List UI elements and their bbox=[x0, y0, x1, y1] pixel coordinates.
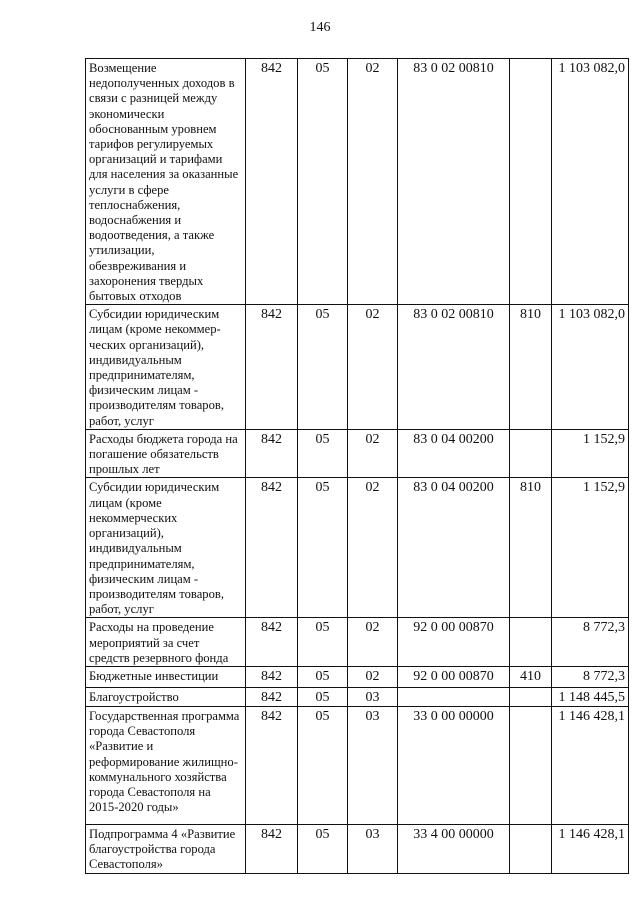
table-row bbox=[86, 824, 629, 873]
item-name: Возмещение недополученных доходов в связи с разницей между экономически обоснованным уровнем тарифов регулируемых организаций и тарифами для населения за оказанные услуги в сфере теплоснабжения, водоснабжения и водоотведения, а также утилизации, обезвреживания и захоронения твердых бытовых отходов bbox=[86, 59, 246, 305]
ved-code: 842 bbox=[246, 706, 298, 824]
section-code: 05 bbox=[298, 618, 348, 667]
ved-code: 842 bbox=[246, 59, 298, 305]
ved-code: 842 bbox=[246, 305, 298, 430]
section-code: 05 bbox=[298, 687, 348, 706]
amount: 1 146 428,1 bbox=[552, 824, 629, 873]
expense-type-code bbox=[510, 429, 552, 478]
target-article-code: 83 0 04 00200 bbox=[398, 478, 510, 618]
expense-type-code bbox=[510, 59, 552, 305]
expense-type-code: 810 bbox=[510, 305, 552, 430]
item-name: Субсидии юридическим лицам (кроме некоммерческих организаций), индивидуальным предпринимателям, физическим лицам - производителям товаров, работ, услуг bbox=[86, 478, 246, 618]
expense-type-code bbox=[510, 618, 552, 667]
ved-code: 842 bbox=[246, 666, 298, 687]
subsection-code: 02 bbox=[348, 666, 398, 687]
subsection-code: 02 bbox=[348, 59, 398, 305]
target-article-code bbox=[398, 687, 510, 706]
amount: 8 772,3 bbox=[552, 618, 629, 667]
ved-code: 842 bbox=[246, 687, 298, 706]
subsection-code: 02 bbox=[348, 618, 398, 667]
subsection-code: 03 bbox=[348, 824, 398, 873]
subsection-code: 03 bbox=[348, 706, 398, 824]
expense-type-code bbox=[510, 687, 552, 706]
subsection-code: 02 bbox=[348, 429, 398, 478]
item-name: Бюджетные инвестиции bbox=[86, 666, 246, 687]
section-code: 05 bbox=[298, 706, 348, 824]
section-code: 05 bbox=[298, 59, 348, 305]
table-row bbox=[86, 59, 629, 305]
amount: 1 103 082,0 bbox=[552, 305, 629, 430]
ved-code: 842 bbox=[246, 618, 298, 667]
table-row bbox=[86, 305, 629, 430]
table-row bbox=[86, 706, 629, 824]
amount: 1 148 445,5 bbox=[552, 687, 629, 706]
expense-type-code bbox=[510, 824, 552, 873]
amount: 8 772,3 bbox=[552, 666, 629, 687]
target-article-code: 33 0 00 00000 bbox=[398, 706, 510, 824]
target-article-code: 83 0 02 00810 bbox=[398, 59, 510, 305]
item-name: Расходы бюджета города на погашение обязательств прошлых лет bbox=[86, 429, 246, 478]
section-code: 05 bbox=[298, 666, 348, 687]
item-name: Расходы на проведение мероприятий за счет средств резервного фонда bbox=[86, 618, 246, 667]
expense-type-code bbox=[510, 706, 552, 824]
target-article-code: 92 0 00 00870 bbox=[398, 618, 510, 667]
item-name: Благоустройство bbox=[86, 687, 246, 706]
item-name: Подпрограмма 4 «Развитие благоустройства города Севастополя» bbox=[86, 824, 246, 873]
amount: 1 103 082,0 bbox=[552, 59, 629, 305]
table-row bbox=[86, 687, 629, 706]
amount: 1 152,9 bbox=[552, 478, 629, 618]
target-article-code: 92 0 00 00870 bbox=[398, 666, 510, 687]
item-name: Субсидии юридическим лицам (кроме некоммер-ческих организаций), индивидуальным предпринимателям, физическим лицам - производителям товаров, работ, услуг bbox=[86, 305, 246, 430]
item-name: Государственная программа города Севастополя «Развитие и реформирование жилищно-коммунального хозяйства города Севастополя на 2015-2020 годы» bbox=[86, 706, 246, 824]
table-row bbox=[86, 478, 629, 618]
expense-type-code: 810 bbox=[510, 478, 552, 618]
table-row bbox=[86, 666, 629, 687]
section-code: 05 bbox=[298, 305, 348, 430]
expense-type-code: 410 bbox=[510, 666, 552, 687]
budget-table bbox=[85, 58, 629, 874]
target-article-code: 33 4 00 00000 bbox=[398, 824, 510, 873]
target-article-code: 83 0 02 00810 bbox=[398, 305, 510, 430]
subsection-code: 02 bbox=[348, 478, 398, 618]
amount: 1 146 428,1 bbox=[552, 706, 629, 824]
subsection-code: 02 bbox=[348, 305, 398, 430]
table-row bbox=[86, 618, 629, 667]
page-number: 146 bbox=[309, 20, 331, 35]
section-code: 05 bbox=[298, 478, 348, 618]
ved-code: 842 bbox=[246, 429, 298, 478]
table-row bbox=[86, 429, 629, 478]
ved-code: 842 bbox=[246, 478, 298, 618]
target-article-code: 83 0 04 00200 bbox=[398, 429, 510, 478]
ved-code: 842 bbox=[246, 824, 298, 873]
section-code: 05 bbox=[298, 429, 348, 478]
section-code: 05 bbox=[298, 824, 348, 873]
amount: 1 152,9 bbox=[552, 429, 629, 478]
subsection-code: 03 bbox=[348, 687, 398, 706]
